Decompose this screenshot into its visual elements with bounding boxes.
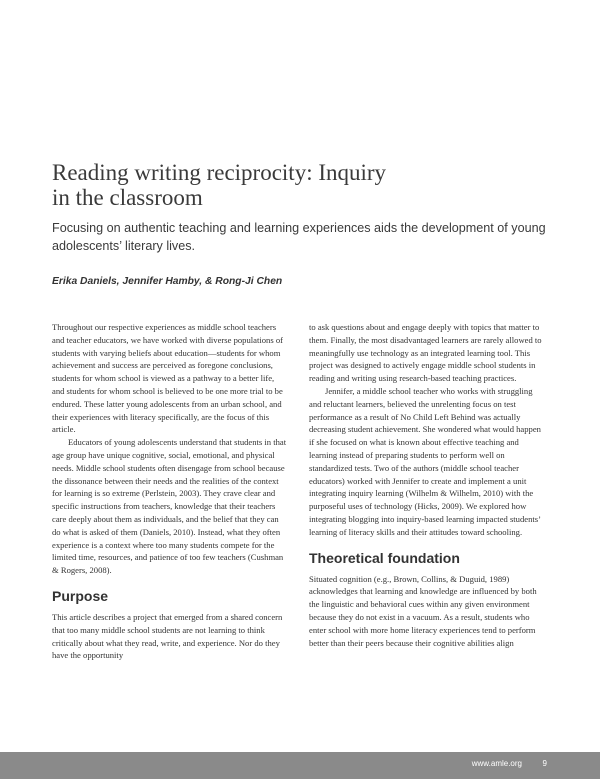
paragraph: to ask questions about and engage deeply with topics that matter to them. Finally, the most disadvantaged learners are rarely allowed to meaningfully use technology as an integrated learning tool. This project was designed to actively engage middle school students in reading and writing using research-based teaching practices. (309, 322, 542, 384)
paragraph: Situated cognition (e.g., Brown, Collins, & Duguid, 1989) acknowledges that learning and knowledge are influenced by both the linguistic and behavioral cues within any given environment because they do not exist in a vacuum. As a result, students who enter school with more home literacy experiences tend to perform better than their peers because their cognitive abilities align (309, 573, 537, 648)
article-title (52, 160, 552, 210)
paragraph: Throughout our respective experiences as middle school teachers and teacher educators, we have worked with diverse populations of students with varying beliefs about education—students for whom achievement and success are perceived as foregone conclusions, students for whom school is viewed as a pathway to a better life, and students for whom school is believed to be one more trial to be endured. These latter young adolescents from an urban school, and their experiences with literacy specifically, are the focus of this article. (52, 322, 283, 435)
page-number: 9 (542, 759, 547, 768)
paragraph: This article describes a project that emerged from a shared concern that too many middle school students are not learning to think critically about what they read, write, and experience. Nor do they have the opportunity (52, 611, 283, 661)
article-subtitle: Focusing on authentic teaching and learning experiences aids the development of young adolescents’ literary lives. (52, 221, 546, 253)
section-heading-purpose: Purpose (52, 587, 109, 604)
article-title-line-1: Reading writing reciprocity: Inquiry (52, 160, 387, 185)
paragraph: Educators of young adolescents understand that students in that age group have unique cognitive, social, emotional, and physical needs. Middle school students often disengage from school because the dissonance between their needs and the realities of the context for learning is so extreme (Perlstein, 2003). They crave clear and specific instructions from teachers, knowledge that their teachers care deeply about them as individuals, and the belief that they can do what is asked of them (Daniels, 2010). Instead, what they often experience is a context where too many students compete for the limited time, resources, and patience of too few teachers (Cushman & Rogers, 2008). (52, 437, 287, 576)
article-authors: Erika Daniels, Jennifer Hamby, & Rong-Ji Chen (52, 276, 283, 287)
section-heading-theoretical-foundation: Theoretical foundation (309, 549, 460, 566)
footer-website: www.amle.org (471, 759, 522, 768)
right-column (309, 321, 545, 649)
left-column (52, 321, 288, 662)
page-footer (0, 752, 600, 779)
paragraph: Jennifer, a middle school teacher who works with struggling and reluctant learners, believed the unrelenting focus on test performance as a result of No Child Left Behind was actually decreasing student achievement. She wondered what would happen if she focused on what is known about effective teaching and learning instead of preparing students to perform well on standardized tests. Two of the authors (middle school teacher educators) worked with Jennifer to create and implement a unit integrating inquiry learning (Wilhelm & Wilhelm, 2010) with the purposeful uses of technology (Hicks, 2009). We explored how integrating blogging into inquiry-based learning impacted students’ learning of literacy skills and their attitudes toward schooling. (309, 385, 541, 537)
article-title-line-2: in the classroom (52, 185, 203, 210)
